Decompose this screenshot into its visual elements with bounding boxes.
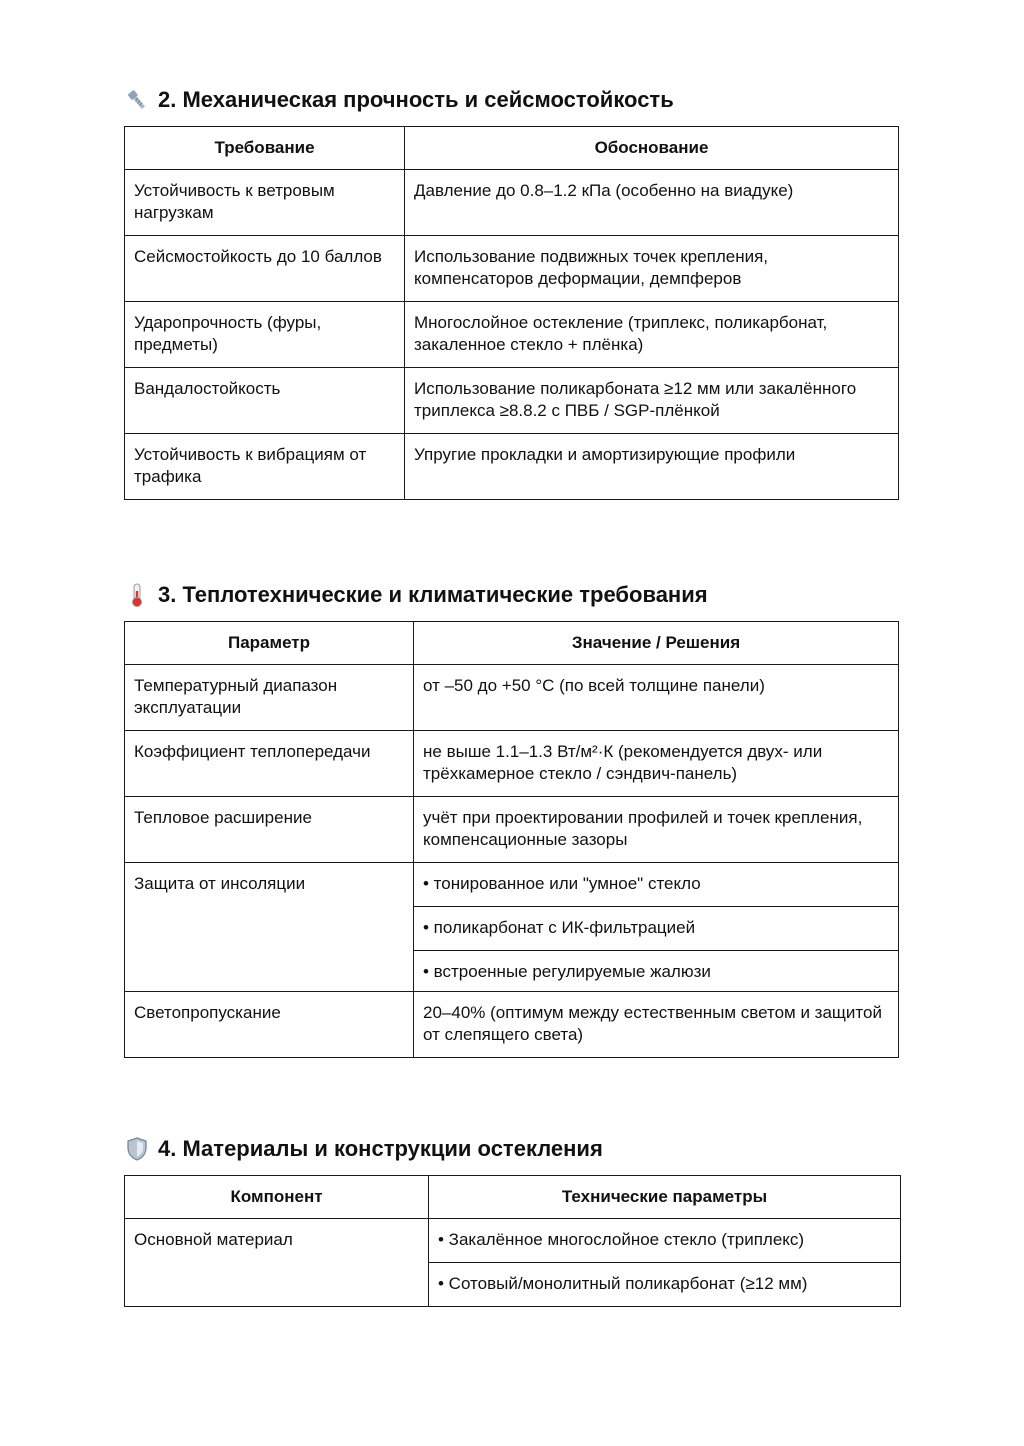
table-header-row <box>125 622 899 665</box>
table-cell: Вандалостойкость <box>125 368 405 434</box>
table-row <box>125 236 899 302</box>
table-cell: Тепловое расширение <box>125 797 414 863</box>
table-row <box>125 992 899 1058</box>
materials-table <box>124 1175 901 1307</box>
column-header: Требование <box>125 127 405 170</box>
table-row <box>125 863 899 907</box>
section-heading <box>124 86 899 114</box>
column-header: Компонент <box>125 1176 429 1219</box>
section-materials <box>124 1135 901 1307</box>
table-row <box>125 797 899 863</box>
table-row <box>125 434 899 500</box>
section-thermal <box>124 581 899 1058</box>
table-row <box>125 170 899 236</box>
table-cell: Сейсмостойкость до 10 баллов <box>125 236 405 302</box>
table-header-row <box>125 127 899 170</box>
section-heading <box>124 1135 901 1163</box>
column-header: Параметр <box>125 622 414 665</box>
column-header: Обоснование <box>405 127 899 170</box>
table-cell: Давление до 0.8–1.2 кПа (особенно на виадуке) <box>405 170 899 236</box>
table-cell: Коэффициент теплопередачи <box>125 731 414 797</box>
thermometer-icon <box>124 582 150 608</box>
table-cell: Светопропускание <box>125 992 414 1058</box>
table-row <box>125 665 899 731</box>
table-cell: 20–40% (оптимум между естественным светом и защитой от слепящего света) <box>414 992 899 1058</box>
table-cell: учёт при проектировании профилей и точек крепления, компенсационные зазоры <box>414 797 899 863</box>
section-mechanical <box>124 86 899 500</box>
parameters-table <box>124 621 899 1058</box>
table-cell: Защита от инсоляции <box>125 863 414 992</box>
table-cell: Основной материал <box>125 1219 429 1307</box>
table-cell: • Закалённое многослойное стекло (триплекс) <box>429 1219 901 1263</box>
table-cell: Использование подвижных точек крепления, компенсаторов деформации, демпферов <box>405 236 899 302</box>
shield-icon <box>124 1136 150 1162</box>
table-row <box>125 302 899 368</box>
column-header: Значение / Решения <box>414 622 899 665</box>
table-cell: Температурный диапазон эксплуатации <box>125 665 414 731</box>
table-cell: Устойчивость к вибрациям от трафика <box>125 434 405 500</box>
table-row <box>125 731 899 797</box>
table-cell: Упругие прокладки и амортизирующие профили <box>405 434 899 500</box>
table-row <box>125 1219 901 1263</box>
section-title: 3. Теплотехнические и климатические требования <box>158 582 708 607</box>
table-cell: Устойчивость к ветровым нагрузкам <box>125 170 405 236</box>
column-header: Технические параметры <box>429 1176 901 1219</box>
table-row <box>125 368 899 434</box>
requirements-table <box>124 126 899 500</box>
section-heading <box>124 581 899 609</box>
table-header-row <box>125 1176 901 1219</box>
table-cell: от –50 до +50 °C (по всей толщине панели) <box>414 665 899 731</box>
screw-bolt-icon <box>124 87 150 113</box>
table-cell: • встроенные регулируемые жалюзи <box>414 951 899 992</box>
table-cell: не выше 1.1–1.3 Вт/м²·К (рекомендуется двух- или трёхкамерное стекло / сэндвич-панель) <box>414 731 899 797</box>
table-cell: Ударопрочность (фуры, предметы) <box>125 302 405 368</box>
table-cell: Использование поликарбоната ≥12 мм или закалённого триплекса ≥8.8.2 с ПВБ / SGP-плёнкой <box>405 368 899 434</box>
table-cell: • поликарбонат с ИК-фильтрацией <box>414 907 899 951</box>
section-title: 2. Механическая прочность и сейсмостойкость <box>158 87 674 112</box>
table-cell: • Сотовый/монолитный поликарбонат (≥12 мм) <box>429 1263 901 1307</box>
section-title: 4. Материалы и конструкции остекления <box>158 1136 603 1161</box>
table-cell: • тонированное или "умное" стекло <box>414 863 899 907</box>
table-cell: Многослойное остекление (триплекс, поликарбонат, закаленное стекло + плёнка) <box>405 302 899 368</box>
